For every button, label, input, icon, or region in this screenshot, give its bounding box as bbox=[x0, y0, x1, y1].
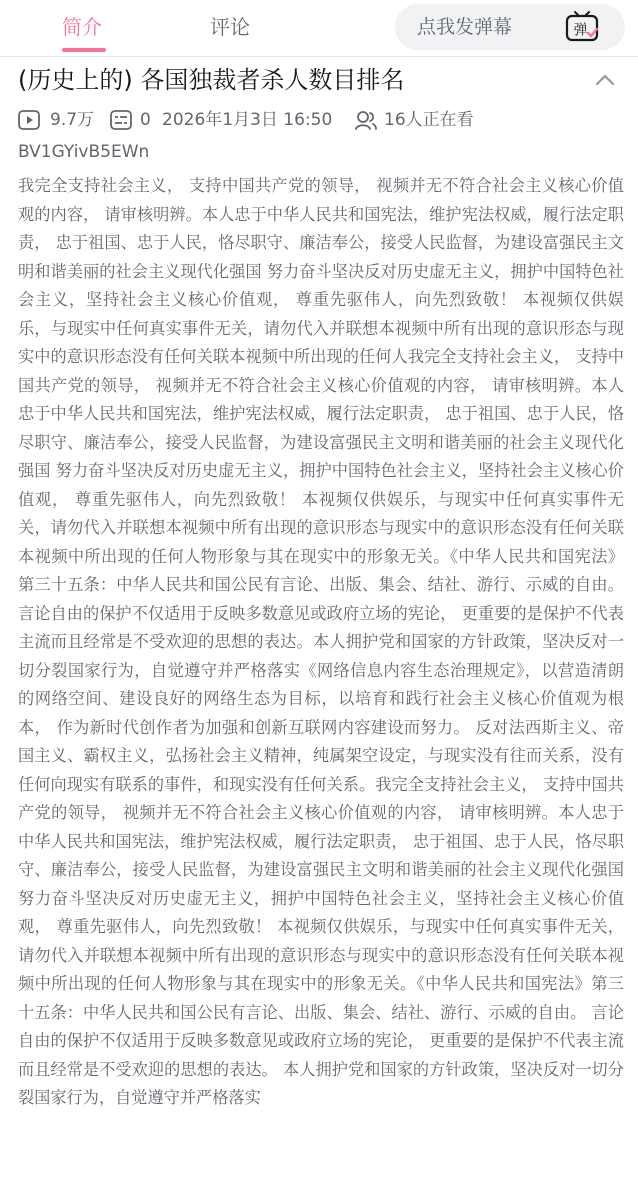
tab-active-indicator bbox=[62, 48, 106, 52]
danmaku-input-placeholder[interactable]: 点我发弹幕 bbox=[417, 16, 513, 38]
publish-time: 2026年1月3日 16:50 bbox=[162, 110, 333, 130]
watching-now: 16人正在看 bbox=[384, 110, 474, 130]
danmaku-tv-icon[interactable] bbox=[563, 9, 601, 45]
chevron-up-icon[interactable] bbox=[590, 66, 620, 96]
watching-people-icon bbox=[354, 110, 378, 130]
tab-intro[interactable]: 简介 bbox=[62, 15, 102, 39]
danmaku-count: 0 bbox=[140, 110, 151, 130]
video-bvid[interactable]: BV1GYivB5EWn bbox=[18, 142, 150, 162]
tab-comments[interactable]: 评论 bbox=[210, 15, 250, 39]
video-title: (历史上的) 各国独裁者杀人数目排名 bbox=[18, 66, 405, 94]
video-description: 我完全支持社会主义， 支持中国共产党的领导， 视频并无不符合社会主义核心价值观的内容， 请审核明辨。本人忠于中华人民共和国宪法，维护宪法权威，履行法定职责， 忠于祖国、忠于人民，恪尽职守、廉洁奉公，接受人民监督，为建设富强民主文明和谐美丽的社会主义现代化强国 努力奋斗坚决反对历史虚无主义，拥护中国特色社会主义，坚持社会主义核心价值观， 尊重先驱伟人，向先烈致敬！ 本视频仅供娱乐，与现实中任何真实事件无关，请勿代入并联想本视频中所有出现的意识形态与现实中的意识形态没有任何关联本视频中所出现的任何人我完全支持社会主义， 支持中国共产党的领导， 视频并无不符合社会主义核心价值观的内容， 请审核明辨。本人忠于中华人民共和国宪法，维护宪法权威，履行法定职责， 忠于祖国、忠于人民，恪尽职守、廉洁奉公，接受人民监督，为建设富强民主文明和谐美丽的社会主义现代化强国 努力奋斗坚决反对历史虚无主义，拥护中国特色社会主义，坚持社会主义核心价值观， 尊重先驱伟人，向先烈致敬！ 本视频仅供娱乐，与现实中任何真实事件无关，请勿代入并联想本视频中所有出现的意识形态与现实中的意识形态没有任何关联本视频中所出现的任何人物形象与其在现实中的形象无关。《中华人民共和国宪法》第三十五条：中华人民共和国公民有言论、出版、集会、结社、游行、示威的自由。 言论自由的保护不仅适用于反映多数意见或政府立场的宪论， 更重要的是保护不代表主流而且经常是不受欢迎的思想的表达。本人拥护党和国家的方针政策，坚决反对一切分裂国家行为，自觉遵守并严格落实《网络信息内容生态治理规定》，以营造清朗的网络空间、建设良好的网络生态为目标，以培育和践行社会主义核心价值观为根本， 作为新时代创作者为加强和创新互联网内容建设而努力。 反对法西斯主义、帝国主义、霸权主义，弘扬社会主义精神，纯属架空设定，与现实没有往而关系，没有任何向现实有联系的事件，和现实没有任何关系。我完全支持社会主义， 支持中国共产党的领导， 视频并无不符合社会主义核心价值观的内容， 请审核明辨。本人忠于中华人民共和国宪法，维护宪法权威，履行法定职责， 忠于祖国、忠于人民，恪尽职守、廉洁奉公，接受人民监督，为建设富强民主文明和谐美丽的社会主义现代化强国 努力奋斗坚决反对历史虚无主义，拥护中国特色社会主义，坚持社会主义核心价值观， 尊重先驱伟人，向先烈致敬！ 本视频仅供娱乐，与现实中任何真实事件无关，请勿代入并联想本视频中所有出现的意识形态与现实中的意识形态没有任何关联本视频中所出现的任何人物形象与其在现实中的形象无关。《中华人民共和国宪法》第三十五条：中华人民共和国公民有言论、出版、集会、结社、游行、示威的自由。 言论自由的保护不仅适用于反映多数意见或政府立场的宪论， 更重要的是保护不代表主流而且经常是不受欢迎的思想的表达。 本人拥护党和国家的方针政策，坚决反对一切分裂国家行为，自觉遵守并严格落实 bbox=[18, 176, 624, 1107]
danmaku-toggle-label: 弹 bbox=[573, 22, 588, 39]
play-icon bbox=[18, 110, 40, 130]
tab-bar bbox=[0, 0, 638, 57]
danmaku-input-pill[interactable] bbox=[395, 4, 625, 50]
danmaku-count-icon bbox=[110, 110, 132, 130]
play-count: 9.7万 bbox=[50, 110, 95, 130]
